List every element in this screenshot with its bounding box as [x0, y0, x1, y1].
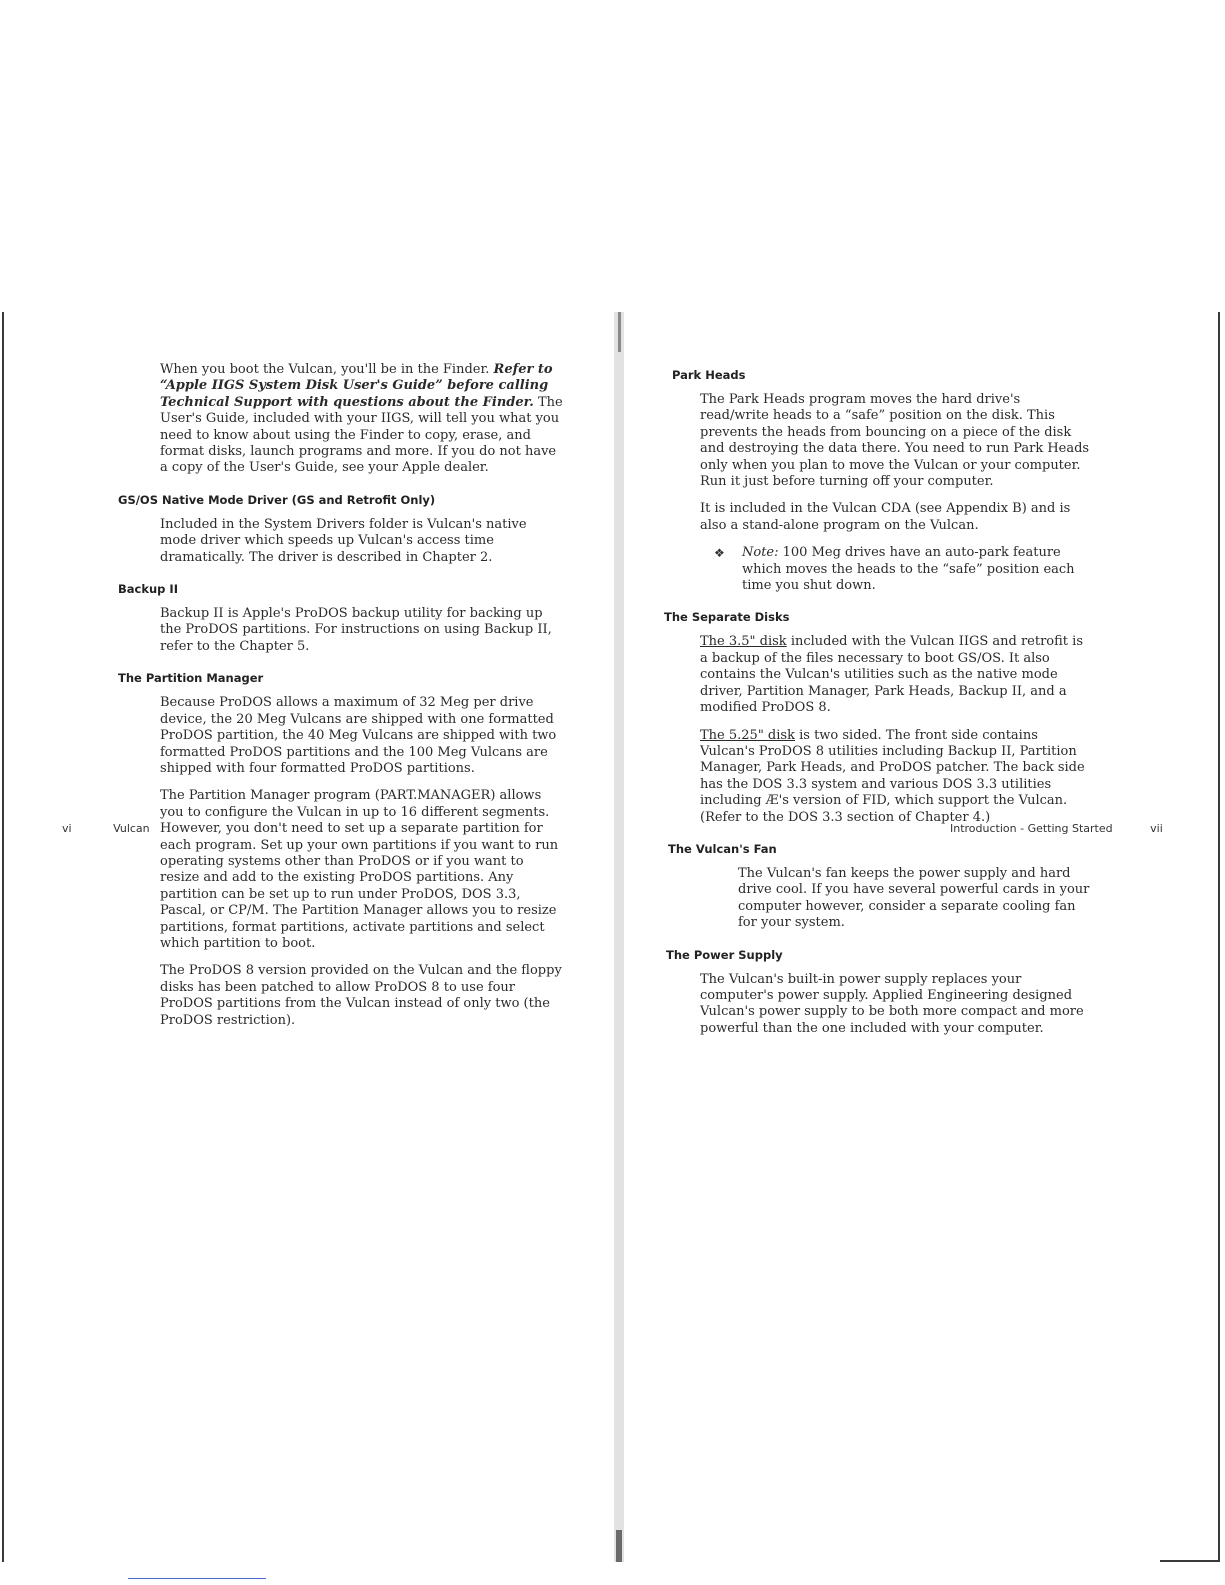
note-label: Note: — [742, 545, 779, 561]
disk-525-label: The 5.25" disk — [700, 727, 795, 743]
disk-525-text: is two sided. The front side contains Vulcan's ProDOS 8 utilities including Backup II, Partition Manager, Park Heads, and ProDOS patcher. The back side has the DOS 3.3 system and various DOS 3.3 utilities including Æ's version of FID, which support the Vulcan. (Refer to the DOS 3.3 section of Chapter 4.) — [700, 727, 1085, 825]
section-heading-power-supply: The Power Supply — [666, 947, 783, 962]
right-footer-title: Introduction - Getting Started — [950, 822, 1113, 835]
right-page — [664, 368, 1092, 1037]
partition-paragraph-3: The ProDOS 8 version provided on the Vulcan and the floppy disks has been patched to allow ProDOS 8 to use four ProDOS partitions from the Vulcan instead of only two (the ProDOS restriction). — [160, 963, 562, 1028]
gutter-shadow-top — [618, 312, 621, 352]
disk-35-paragraph — [700, 634, 1092, 716]
gsos-driver-paragraph: Included in the System Drivers folder is Vulcan's native mode driver which speeds up Vulcan's access time dramatically. The driver is described in Chapter 2. — [160, 516, 527, 565]
park-heads-note — [714, 545, 1092, 594]
right-scan-edge — [1218, 312, 1220, 1562]
gutter-shadow-bottom — [616, 1530, 622, 1562]
bottom-right-rule — [1160, 1560, 1220, 1562]
note-paragraph — [742, 545, 1092, 594]
disk-35-text: included with the Vulcan IIGS and retrofit is a backup of the files necessary to boot GS/OS. It also contains the Vulcan's utilities such as the native mode driver, Partition Manager, Park Heads, Backup II, and a modified ProDOS 8. — [700, 634, 1083, 716]
left-footer-title: Vulcan — [113, 822, 150, 835]
left-scan-edge — [2, 312, 4, 1562]
partition-paragraph-1: Because ProDOS allows a maximum of 32 Meg per drive device, the 20 Meg Vulcans are shipped with one formatted ProDOS partition, the 40 Meg Vulcans are shipped with two formatted ProDOS partitions and the 100 Meg Vulcans are shipped with four formatted ProDOS partitions. — [160, 695, 557, 776]
right-footer — [950, 822, 1163, 835]
section-heading-fan: The Vulcan's Fan — [668, 841, 777, 856]
power-paragraph: The Vulcan's built-in power supply replaces your computer's power supply. Applied Engineering designed Vulcan's power supply to be both more compact and more powerful than the one included with your computer. — [700, 971, 1084, 1036]
section-heading-backup: Backup II — [118, 582, 178, 597]
left-page-number: vi — [62, 822, 72, 835]
park-heads-paragraph-2: It is included in the Vulcan CDA (see Appendix B) and is also a stand-alone program on the Vulcan. — [700, 501, 1071, 533]
left-page — [118, 362, 563, 1029]
note-text: 100 Meg drives have an auto-park feature which moves the heads to the “safe” position each time you shut down. — [742, 545, 1075, 594]
intro-text-start: When you boot the Vulcan, you'll be in the Finder. — [160, 362, 494, 377]
section-heading-park-heads: Park Heads — [672, 368, 746, 382]
park-heads-paragraph-1: The Park Heads program moves the hard drive's read/write heads to a “safe” position on the disk. This prevents the heads from bouncing on a piece of the disk and destroying the data there. You need to run Park Heads only when you plan to move the Vulcan or your computer. Run it just before turning off your computer. — [700, 392, 1090, 490]
intro-emphasis: Refer to “Apple IIGS System Disk User's Guide” before calling Technical Support with questions about the Finder. — [160, 362, 553, 410]
fan-paragraph: The Vulcan's fan keeps the power supply and hard drive cool. If you have several powerful cards in your computer however, consider a separate cooling fan for your system. — [738, 865, 1090, 931]
intro-paragraph — [160, 362, 563, 477]
section-heading-separate-disks: The Separate Disks — [664, 610, 790, 625]
partition-paragraph-2: The Partition Manager program (PART.MANAGER) allows you to configure the Vulcan in up to 16 different segments. However, you don't need to set up a separate partition for each program. Set up your own partitions if you want to run operating systems other than ProDOS or if you want to resize and add to the existing ProDOS partitions. Any partition can be set up to run under ProDOS, DOS 3.3, Pascal, or CP/M. The Partition Manager allows you to resize partitions, format partitions, activate partitions and select which partition to boot. — [160, 788, 559, 951]
backup-paragraph: Backup II is Apple's ProDOS backup utility for backing up the ProDOS partitions. For instructions on using Backup II, refer to the Chapter 5. — [160, 606, 552, 654]
left-footer — [62, 822, 150, 835]
right-page-number: vii — [1150, 822, 1163, 835]
section-heading-gsos-driver: GS/OS Native Mode Driver (GS and Retrofit Only) — [118, 492, 436, 507]
bottom-link-underline — [128, 1578, 266, 1579]
disk-35-label: The 3.5" disk — [700, 634, 787, 650]
disk-525-paragraph — [700, 728, 1092, 826]
diamond-bullet-icon: ❖ — [714, 546, 725, 561]
book-gutter — [614, 312, 624, 1562]
section-heading-partition-manager: The Partition Manager — [118, 671, 264, 686]
intro-text-end: The User's Guide, included with your IIGS, will tell you what you need to know about using the Finder to copy, erase, and format disks, launch programs and more. If you do not have a copy of the User's Guide, see your Apple dealer. — [160, 394, 563, 476]
